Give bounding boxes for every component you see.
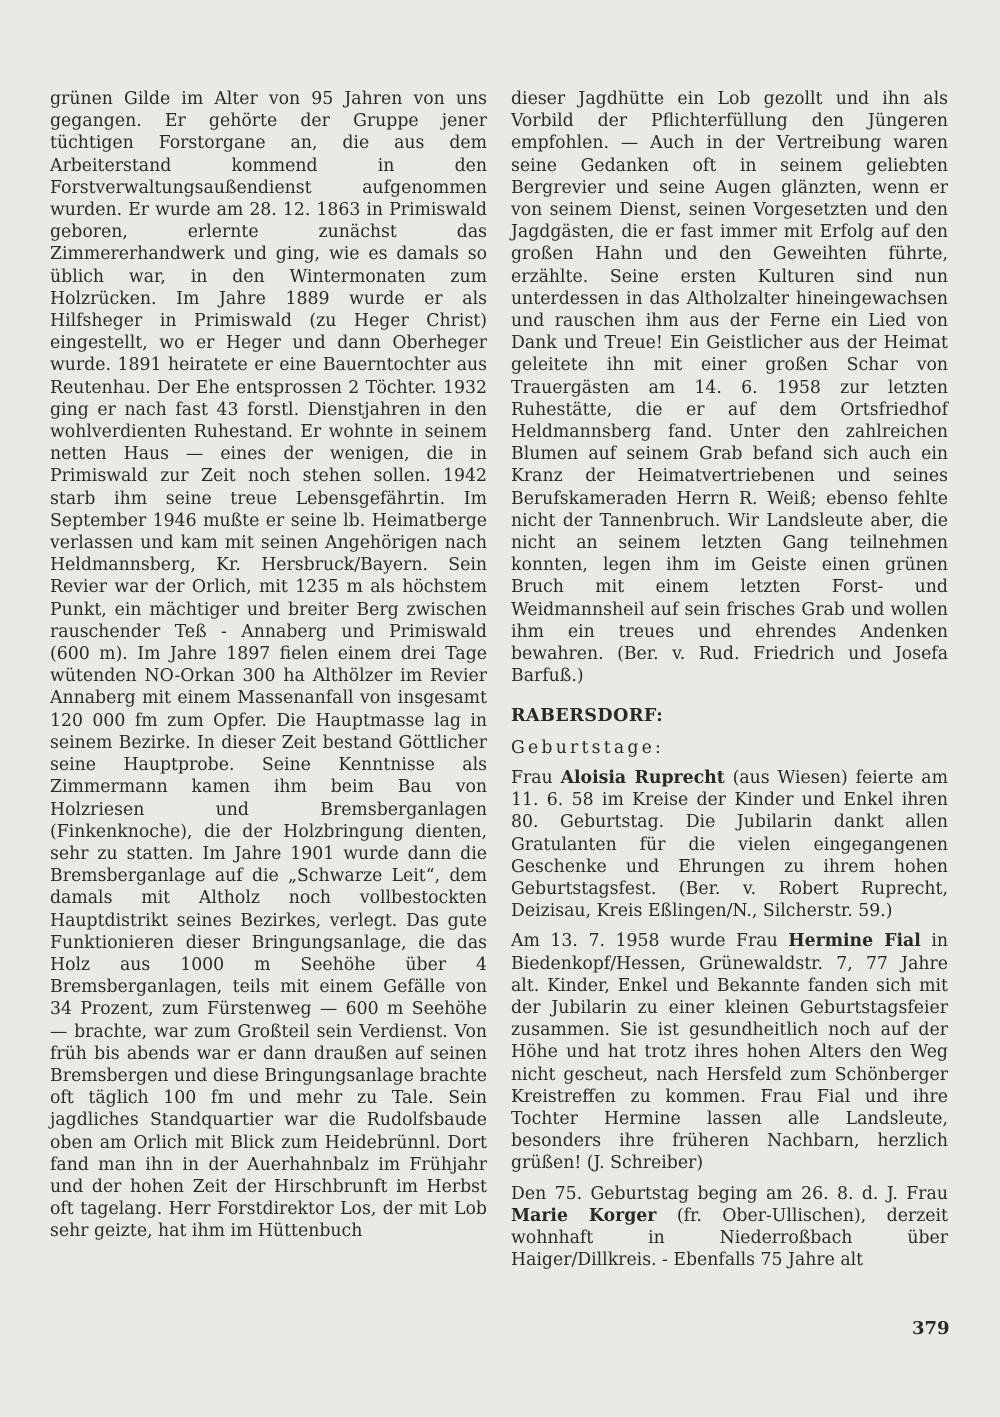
person-name: Hermine Fial — [788, 931, 921, 952]
obituary-text-continued: grünen Gilde im Alter von 95 Jahren von uns gegangen. Er gehörte der Gruppe jener tüchtigen Forstorgane an, die aus dem Arbeiterstand kommend in den Forstverwaltungsaußendienst aufgenommen wurden. Er wurde am 28. 12. 1863 in Primiswald geboren, erlernte zunächst das Zimmererhandwerk und ging, wie es damals so üblich war, in den Wintermonaten zum Holzrücken. Im Jahre 1889 wurde er als Hilfsheger in Primiswald (zu Heger Christ) eingestellt, wo er Heger und dann Oberheger wurde. 1891 heiratete er eine Bauerntochter aus Reutenhau. Der Ehe entsprossen 2 Töchter. 1932 ging er nach fast 43 forstl. Dienstjahren in den wohlverdienten Ruhestand. Er wohnte in seinem netten Haus — eines der wenigen, die in Primiswald zur Zeit noch stehen sollen. 1942 starb ihm seine treue Lebensgefährtin. Im September 1946 mußte er seine lb. Heimatberge verlassen und kam mit seinen Angehörigen nach Heldmannsberg, Kr. Hersbruck/Bayern. Sein Revier war der Orlich, mit 1235 m als höchstem Punkt, ein mächtiger und breiter Berg zwischen rauschender Teß - Annaberg und Primiswald (600 m). Im Jahre 1897 fielen einem drei Tage wütenden NO-Orkan 300 ha Althölzer im Revier Annaberg mit einem Massenanfall von insgesamt 120 000 fm zum Opfer. Die Hauptmasse lag in seinem Bezirke. In dieser Zeit bestand Göttlicher seine Hauptprobe. Seine Kenntnisse als Zimmermann kamen ihm beim Bau von Holzriesen und Bremsberganlagen (Finkenknoche), die der Holzbringung dienten, sehr zu statten. Im Jahre 1901 wurde dann die Bremsberganlage auf die „Schwarze Leit“, dem damals mit Altholz noch vollbestockten Hauptdistrikt seines Bezirkes, verlegt. Das gute Funktionieren dieser Bringungsanlage, die das Holz aus 1000 m Seehöhe über 4 Bremsberganlagen, teils mit einem Gefälle von 34 Prozent, zum Fürstenweg — 600 m Seehöhe — brachte, war zum Großteil sein Verdienst. Von früh bis abends war er dann draußen auf seinen Bremsbergen und diese Bringungsanlage brachte oft täglich 100 fm und mehr zu Tale. Sein jagdliches Standquartier war die Rudolfsbaude oben am Orlich mit Blick zum Heidebrünnl. Dort fand man ihn in der Auerhahnbalz im Frühjahr und der hohen Zeit der Hirschbrunft im Herbst oft tagelang. Herr Forstdirektor Los, der mit Lob sehr geizte, hat ihm im Hüttenbuch — [50, 89, 487, 1242]
birthday-entry — [511, 767, 948, 922]
page-number: 379 — [912, 1318, 950, 1339]
entry-text: (aus Wiesen) feierte am 11. 6. 58 im Kreise der Kinder und Enkel ihren 80. Geburtstag. Die Jubilarin dankt allen Gratulanten für die vielen eingegangenen Geschenke und Ehrungen zu ihrem hohen Geburtstagsfest. (Ber. v. Robert Ruprecht, Deizisau, Kreis Eßlingen/N., Silcherstr. 59.) — [511, 767, 948, 922]
birthday-entry — [511, 1183, 948, 1272]
entry-text: Am 13. 7. 1958 wurde Frau — [511, 931, 789, 952]
person-name: Aloisia Ruprecht — [560, 767, 725, 788]
section-heading-rabersdorf: RABERSDORF: — [511, 706, 664, 727]
entry-text: Den 75. Geburtstag beging am 26. 8. d. J. Frau — [511, 1183, 948, 1204]
birthday-entry — [511, 930, 948, 1174]
subheading-birthdays: Geburtstage: — [511, 737, 665, 758]
right-column — [511, 88, 948, 1279]
person-name: Marie Korger — [511, 1205, 657, 1226]
obituary-text-end: dieser Jagdhütte ein Lob gezollt und ihn als Vorbild der Pflichterfüllung den Jüngeren empfohlen. — Auch in der Vertreibung waren seine Gedanken oft in seinem geliebten Bergrevier und seine Augen glänzten, wenn er von seinem Dienst, seinen Vorgesetzten und den Jagdgästen, die er fast immer mit Erfolg auf den großen Hahn und den Geweihten führte, erzählte. Seine ersten Kulturen sind nun unterdessen in das Altholzalter hineingewachsen und rauschen ihm aus der Ferne ein Lied von Dank und Treue! Ein Geistlicher aus der Heimat geleitete ihn mit einer großen Schar von Trauergästen am 14. 6. 1958 zur letzten Ruhestätte, die er auf dem Ortsfriedhof Heldmannsberg fand. Unter den zahlreichen Blumen auf seinem Grab befand sich auch ein Kranz der Heimatvertriebenen und seines Berufskameraden Herrn R. Weiß; ebenso fehlte nicht der Tannenbruch. Wir Landsleute aber, die nicht an seinem letzten Gang teilnehmen konnten, legen ihm im Geiste einen grünen Bruch mit einem letzten Forst- und Weidmannsheil auf sein frisches Grab und wollen ihm ein treues und ehrendes Andenken bewahren. (Ber. v. Rud. Friedrich und Josefa Barfuß.) — [511, 89, 948, 687]
entry-text: (fr. Ober-Ullischen), derzeit wohnhaft in Niederroßbach über Haiger/Dillkreis. - Ebenfalls 75 Jahre alt — [511, 1205, 948, 1271]
left-column — [50, 88, 487, 1243]
entry-text: in Biedenkopf/Hessen, Grünewaldstr. 7, 77 Jahre alt. Kinder, Enkel und Bekannte fanden sich mit der Jubilarin zu einer kleinen Geburtstagsfeier zusammen. Sie ist gesundheitlich noch auf der Höhe und hat trotz ihres hohen Alters den Weg nicht gescheut, nach Hersfeld zum Schönberger Kreistreffen zu kommen. Frau Fial und ihre Tochter Hermine lassen alle Landsleute, besonders ihre früheren Nachbarn, herzlich grüßen! (J. Schreiber) — [511, 931, 949, 1174]
entry-text: Frau — [511, 767, 561, 788]
